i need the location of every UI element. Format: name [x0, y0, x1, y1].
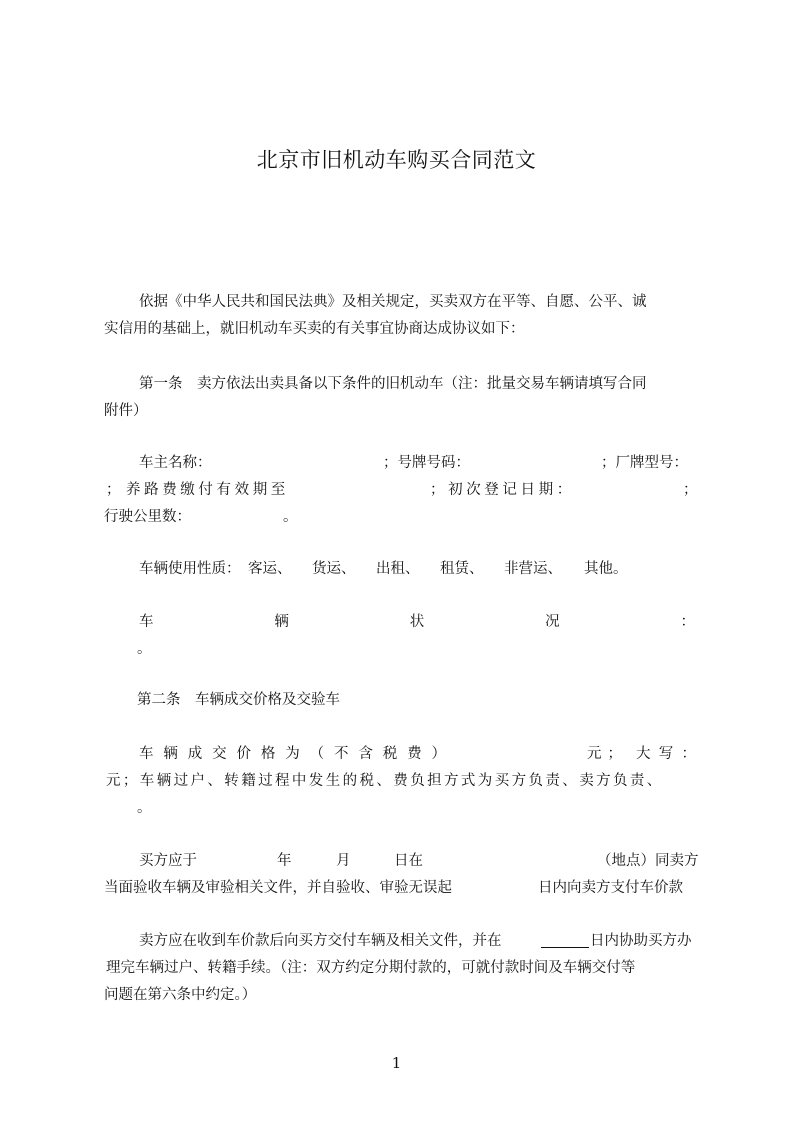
first-registration-label: ；初次登记日期：	[430, 482, 575, 498]
inspection-line-2b: 日内向卖方支付车价款	[538, 880, 683, 896]
usage-option-non-commercial: 非营运、	[504, 561, 562, 577]
inspection-year-label: 年	[277, 853, 292, 869]
usage-option-freight: 货运、	[312, 561, 356, 577]
preamble-line-1: 依据《中华人民共和国民法典》及相关规定，买卖双方在平等、自愿、公平、诚	[139, 294, 647, 310]
inspection-place-label: （地点）同卖方	[597, 853, 699, 869]
semicolon-end: ；	[683, 482, 698, 498]
inspection-buyer-label: 买方应于	[139, 853, 197, 869]
tax-fee-end: 。	[137, 800, 152, 816]
vehicle-condition-end: 。	[137, 641, 152, 657]
road-fee-label: 养路费缴付有效期至	[126, 482, 289, 498]
condition-char: ：	[680, 614, 695, 630]
mileage-end: 。	[283, 509, 298, 525]
delivery-days-blank	[541, 933, 589, 948]
usage-option-other: 其他。	[584, 561, 628, 577]
price-unit: 元；	[587, 746, 628, 762]
article-1-line-2: 附件）	[104, 403, 148, 419]
delivery-line-2: 理完车辆过户、转籍手续。（注：双方约定分期付款的，可就付款时间及车辆交付等	[106, 960, 636, 976]
article-2-heading: 第二条 车辆成交价格及交验车	[137, 692, 340, 708]
semicolon-separator: ；	[106, 482, 121, 498]
condition-char: 车	[139, 614, 154, 630]
plate-number-label: ；号牌号码：	[383, 455, 470, 471]
usage-label: 车辆使用性质：	[139, 561, 241, 577]
price-label: 车 辆 成 交 价 格 为 （ 不 含 税 费 ）	[139, 746, 446, 762]
inspection-day-label: 日在	[394, 853, 423, 869]
usage-option-passenger: 客运、	[248, 561, 292, 577]
brand-model-label: ；厂牌型号：	[601, 455, 688, 471]
condition-char: 况	[545, 614, 560, 630]
tax-fee-line: 元；车辆过户、转籍过程中发生的税、费负担方式为买方负责、卖方负责、	[106, 773, 664, 789]
condition-char: 状	[409, 614, 425, 630]
usage-option-lease: 租赁、	[440, 561, 484, 577]
preamble-line-2: 实信用的基础上，就旧机动车买卖的有关事宜协商达成协议如下：	[104, 321, 525, 337]
delivery-line-1a: 卖方应在收到车价款后向买方交付车辆及相关文件，并在	[139, 933, 502, 949]
capital-amount-label: 大 写 ：	[636, 746, 696, 762]
mileage-label: 行驶公里数：	[104, 509, 191, 525]
delivery-line-1b: 日内协助买方办	[590, 933, 692, 949]
condition-char: 辆	[274, 614, 289, 630]
usage-option-taxi: 出租、	[376, 561, 420, 577]
article-1-line-1: 第一条 卖方依法出卖具备以下条件的旧机动车（注：批量交易车辆请填写合同	[139, 376, 647, 392]
vehicle-condition-label	[139, 612, 695, 632]
owner-name-label: 车主名称：	[139, 455, 212, 471]
delivery-line-3: 问题在第六条中约定。）	[104, 987, 257, 1003]
inspection-line-2a: 当面验收车辆及审验相关文件，并自验收、审验无误起	[104, 880, 452, 896]
document-title: 北京市旧机动车购买合同范文	[256, 148, 537, 172]
inspection-month-label: 月	[336, 853, 351, 869]
page-number: 1	[391, 1054, 402, 1072]
